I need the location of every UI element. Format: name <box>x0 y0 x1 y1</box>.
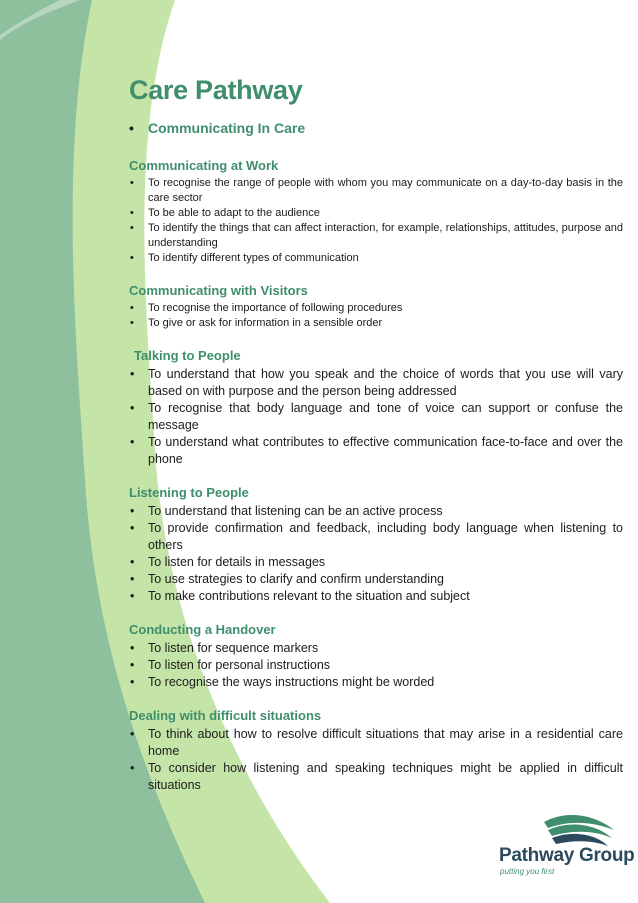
bullet: • <box>130 222 134 234</box>
section-communicating-at-work <box>129 158 623 266</box>
topic-line <box>129 120 623 136</box>
list-item <box>129 674 623 691</box>
page-title: Care Pathway <box>129 75 303 105</box>
list-item-text: To be able to adapt to the audience <box>148 207 320 219</box>
list-item <box>129 400 623 434</box>
document-content <box>129 74 623 794</box>
bullet: • <box>130 207 134 219</box>
list-item <box>129 520 623 554</box>
bullet: • <box>130 761 135 775</box>
list-item-text: To recognise that body language and tone of voice can support or confuse the message <box>148 401 623 432</box>
list-item-text: To recognise the ways instructions might be worded <box>148 675 435 689</box>
section-conducting-a-handover <box>129 622 623 691</box>
logo-name: Pathway Group <box>499 845 635 866</box>
list-item <box>129 301 623 316</box>
list-item <box>129 503 623 520</box>
section-heading: Talking to People <box>134 348 241 363</box>
list-item-text: To understand that how you speak and the choice of words that you use will vary based on with purpose and the person being addressed <box>148 367 623 398</box>
bullet: • <box>130 317 134 329</box>
bullet: • <box>130 572 135 586</box>
list-item <box>129 726 623 760</box>
list-item-text: To listen for details in messages <box>148 555 326 569</box>
bullet: • <box>130 252 134 264</box>
bullet: • <box>130 641 135 655</box>
section-heading: Dealing with difficult situations <box>129 708 322 723</box>
bullet-list <box>129 503 623 605</box>
list-item <box>129 571 623 588</box>
bullet: • <box>130 504 135 518</box>
section-dealing-with-difficult-situations <box>129 708 623 794</box>
list-item-text: To listen for sequence markers <box>148 641 319 655</box>
bullet: • <box>130 177 134 189</box>
bullet: • <box>130 435 135 449</box>
topic-bullet: • <box>129 120 134 136</box>
bullet-list <box>129 640 623 691</box>
bullet: • <box>130 675 135 689</box>
section-talking-to-people <box>129 348 623 468</box>
topic-label: Communicating In Care <box>148 120 306 136</box>
section-listening-to-people <box>129 485 623 605</box>
list-item-text: To identify different types of communication <box>148 252 359 264</box>
list-item-text: To understand what contributes to effective communication face-to-face and over the phone <box>148 435 623 466</box>
list-item <box>129 760 623 794</box>
bullet: • <box>130 302 134 314</box>
bullet: • <box>130 727 135 741</box>
list-item <box>129 554 623 571</box>
list-item-text: To recognise the importance of following procedures <box>148 302 403 314</box>
list-item <box>129 657 623 674</box>
list-item-text: To use strategies to clarify and confirm understanding <box>148 572 444 586</box>
bullet-list <box>129 176 623 266</box>
list-item-text: To understand that listening can be an active process <box>148 504 443 518</box>
list-item <box>129 366 623 400</box>
list-item <box>129 316 623 331</box>
list-item-text: To give or ask for information in a sensible order <box>148 317 383 329</box>
section-communicating-with-visitors <box>129 283 623 331</box>
list-item-text: To provide confirmation and feedback, including body language when listening to others <box>148 521 623 552</box>
bullet-list <box>129 301 623 331</box>
bullet: • <box>130 589 135 603</box>
list-item-text: To make contributions relevant to the situation and subject <box>148 589 470 603</box>
list-item-text: To consider how listening and speaking techniques might be applied in difficult situations <box>148 761 623 792</box>
list-item <box>129 640 623 657</box>
list-item <box>129 588 623 605</box>
list-item-text: To think about how to resolve difficult situations that may arise in a residential care home <box>148 727 623 758</box>
section-heading: Listening to People <box>129 485 249 500</box>
bullet-list <box>129 726 623 794</box>
list-item-text: To listen for personal instructions <box>148 658 331 672</box>
list-item <box>129 251 623 266</box>
bullet-list <box>129 366 623 468</box>
bullet: • <box>130 658 135 672</box>
bullet: • <box>130 555 135 569</box>
list-item <box>129 206 623 221</box>
list-item <box>129 221 623 251</box>
list-item <box>129 176 623 206</box>
list-item <box>129 434 623 468</box>
section-heading: Communicating at Work <box>129 158 279 173</box>
section-heading: Conducting a Handover <box>129 622 276 637</box>
bullet: • <box>130 521 135 535</box>
list-item-text: To identify the things that can affect interaction, for example, relationships, attitudes, purpose and understanding <box>148 222 623 249</box>
bullet: • <box>130 367 135 381</box>
logo-tagline: putting you first <box>500 867 555 876</box>
section-heading: Communicating with Visitors <box>129 283 308 298</box>
list-item-text: To recognise the range of people with whom you may communicate on a day-to-day basis in the care sector <box>148 177 623 204</box>
bullet: • <box>130 401 135 415</box>
